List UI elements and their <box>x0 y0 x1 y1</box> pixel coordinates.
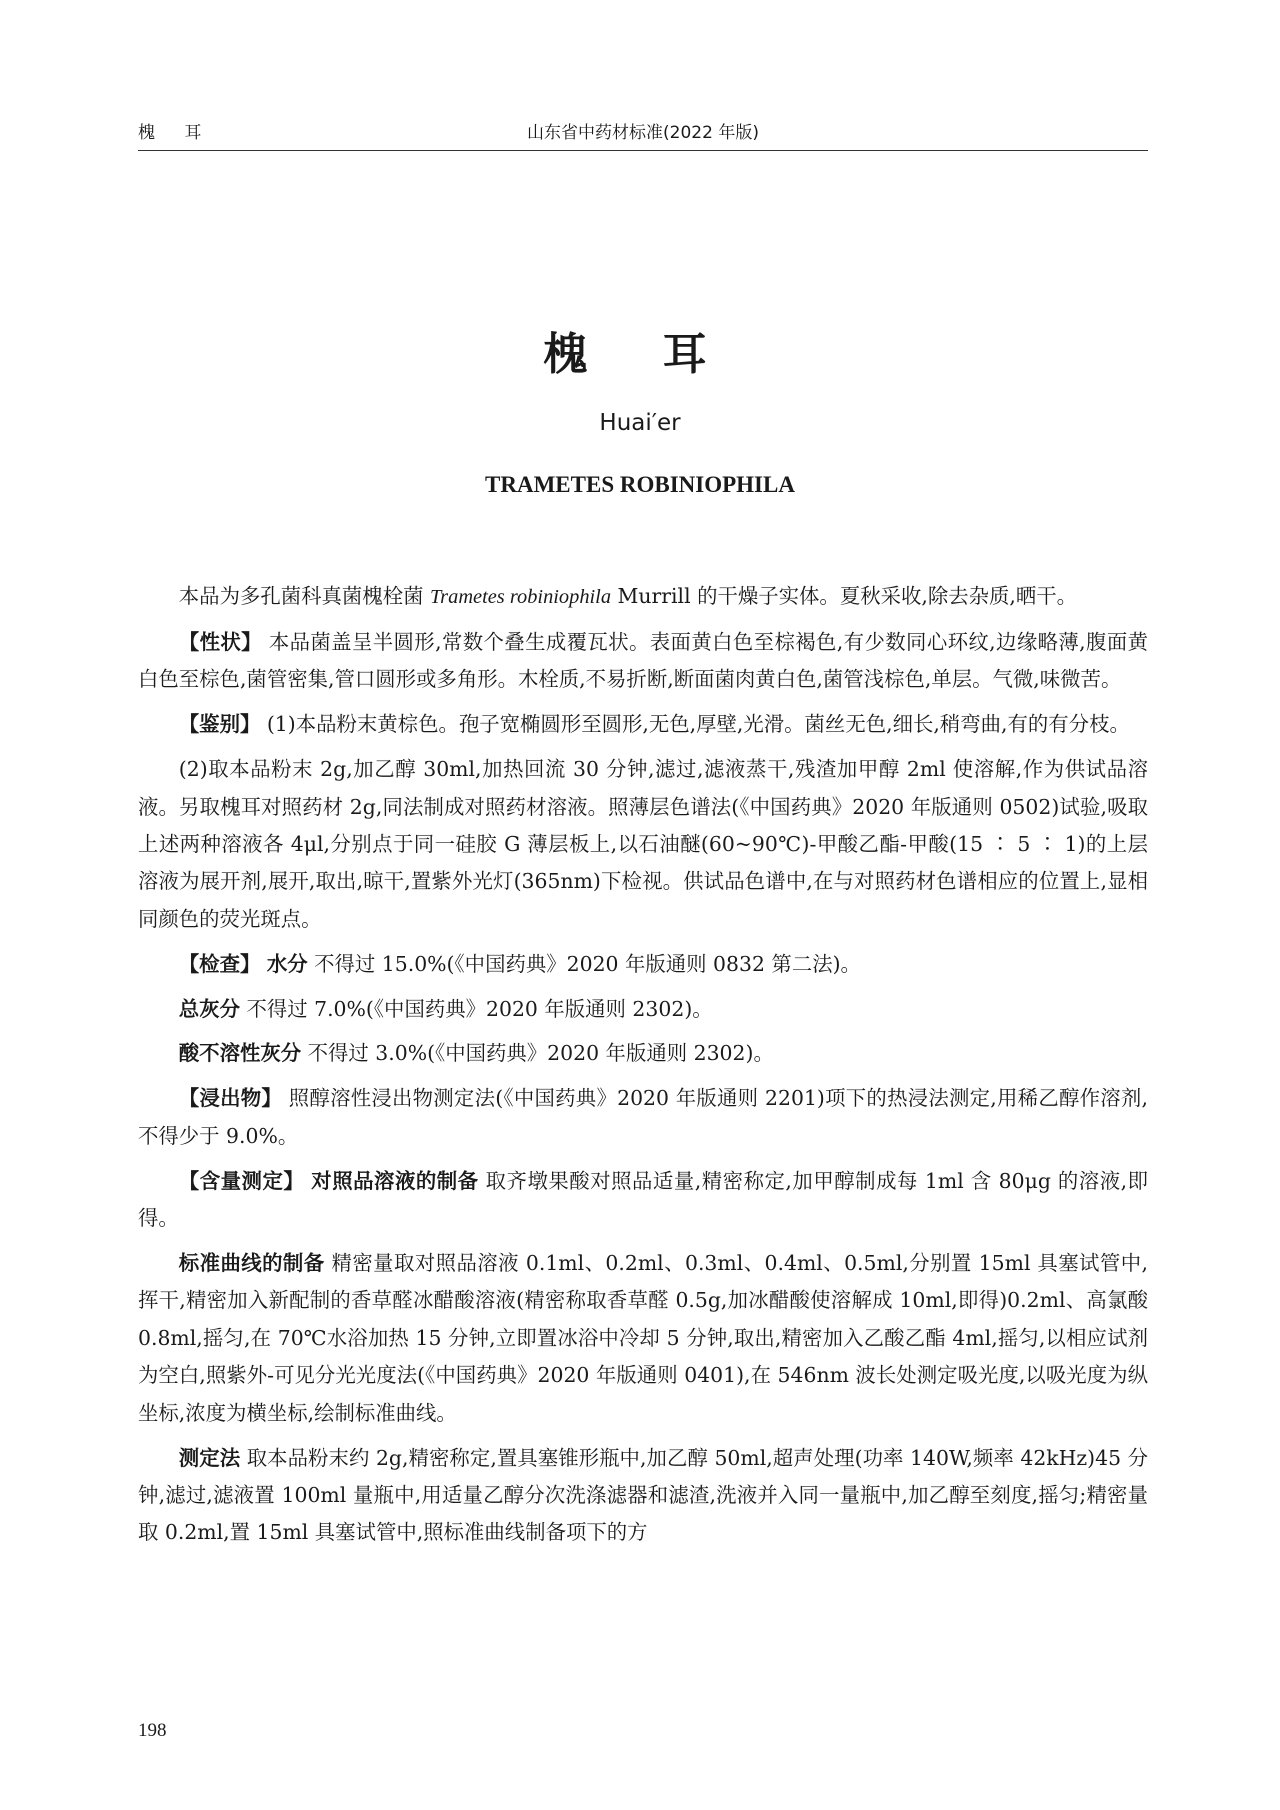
section-heading: 【性状】 <box>178 629 262 654</box>
section-text: 取本品粉末约 2g,精密称定,置具塞锥形瓶中,加乙醇 50ml,超声处理(功率 140W,频率 42kHz)45 分钟,滤过,滤液置 100ml 量瓶中,用适量乙醇分次洗涤滤器和滤渣,洗液并入同一量瓶中,加乙醇至刻度,摇匀;精密量取 0.2ml,置 15ml 具塞试管中,照标准曲线制备项下的方 <box>138 1445 1149 1545</box>
subsection-heading: 标准曲线的制备 <box>178 1251 325 1275</box>
subsection-heading: 总灰分 <box>178 996 240 1021</box>
section-text: 本品菌盖呈半圆形,常数个叠生成覆瓦状。表面黄白色至棕褐色,有少数同心环纹,边缘略薄,腹面黄白色至棕色,菌管密集,管口圆形或多角形。木栓质,不易折断,断面菌肉黄白色,菌管浅棕色,单层。气微,味微苦。 <box>138 629 1148 692</box>
section-heading: 【浸出物】 <box>178 1086 283 1111</box>
section-text: (1)本品粉末黄棕色。孢子宽椭圆形至圆形,无色,厚壁,光滑。菌丝无色,细长,稍弯曲,有的有分枝。 <box>266 712 1130 737</box>
species-name: Trametes robiniophila <box>429 586 612 608</box>
section-text: 取齐墩果酸对照品适量,精密称定,加甲醇制成每 1ml 含 80μg 的溶液,即得。 <box>138 1168 1149 1231</box>
section-jiancha <box>138 946 1148 983</box>
section-heading: 【鉴别】 <box>178 712 261 737</box>
page-number: 198 <box>138 1720 167 1741</box>
monograph-body <box>138 578 1148 1559</box>
latin-name: TRAMETES ROBINIOPHILA <box>485 472 795 497</box>
subsection-heading: 对照品溶液的制备 <box>311 1168 479 1193</box>
section-text: (2)取本品粉末 2g,加乙醇 30ml,加热回流 30 分钟,滤过,滤液蒸干,残渣加甲醇 2ml 使溶解,作为供试品溶液。另取槐耳对照药材 2g,同法制成对照药材溶液。照薄层色谱法(《中国药典》2020 年版通则 0502)试验,吸取上述两种溶液各 4μl,分别点于同一硅胶 G 薄层板上,以石油醚(60~90℃)-甲酸乙酯-甲酸(15 ∶ 5 ∶ 1)的上层溶液为展开剂,展开,取出,晾干,置紫外光灯(365nm)下检视。供试品色谱中,在与对照药材色谱相应的位置上,显相同颜色的荧光斑点。 <box>138 757 1148 931</box>
pinyin-name: Huai′er <box>599 410 681 436</box>
section-heading: 【检查】 <box>178 951 261 976</box>
section-xingzhuang <box>138 624 1148 699</box>
section-text: 不得过 3.0%(《中国药典》2020 年版通则 2302)。 <box>307 1041 774 1066</box>
section-text: 不得过 15.0%(《中国药典》2020 年版通则 0832 第二法)。 <box>314 951 861 976</box>
section-heading: 【含量测定】 <box>178 1168 305 1193</box>
jiancha-zonghuifen <box>138 991 1148 1028</box>
jianbie-item-2 <box>138 751 1148 938</box>
section-text: 精密量取对照品溶液 0.1ml、0.2ml、0.3ml、0.4ml、0.5ml,分别置 15ml 具塞试管中,挥干,精密加入新配制的香草醛冰醋酸溶液(精密称取香草醛 0.5g,加冰醋酸使溶解成 10ml,即得)0.2ml、高氯酸 0.8ml,摇匀,在 70℃水浴加热 15 分钟,立即置冰浴中冷却 5 分钟,取出,精密加入乙酸乙酯 4ml,摇匀,以相应试剂为空白,照紫外-可见分光光度法(《中国药典》2020 年版通则 0401),在 546nm 波长处测定吸光度,以吸光度为纵坐标,浓度为横坐标,绘制标准曲线。 <box>138 1251 1149 1425</box>
header-rule <box>138 150 1148 151</box>
section-hanliang <box>138 1163 1148 1238</box>
hanliang-biaozhun <box>138 1245 1148 1432</box>
running-head-left: 槐 耳 <box>138 123 214 143</box>
intro-text-2: Murrill 的干燥子实体。夏秋采收,除去杂质,晒干。 <box>611 584 1078 608</box>
intro-text-1: 本品为多孔菌科真菌槐栓菌 <box>178 584 430 608</box>
page-title: 槐 耳 <box>543 329 737 380</box>
section-jianbie <box>138 706 1148 743</box>
section-text: 照醇溶性浸出物测定法(《中国药典》2020 年版通则 2201)项下的热浸法测定,用稀乙醇作溶剂,不得少于 9.0%。 <box>138 1086 1149 1148</box>
section-text: 不得过 7.0%(《中国药典》2020 年版通则 2302)。 <box>246 996 713 1021</box>
running-head <box>138 112 1148 154</box>
running-head-title: 山东省中药材标准(2022 年版) <box>527 123 759 143</box>
subsection-heading: 酸不溶性灰分 <box>178 1041 302 1066</box>
hanliang-cedingfa <box>138 1440 1148 1552</box>
section-jinchu <box>138 1080 1148 1155</box>
subsection-heading: 测定法 <box>178 1445 241 1470</box>
intro-paragraph <box>138 578 1148 616</box>
subsection-heading: 水分 <box>266 951 308 976</box>
jiancha-suanbu <box>138 1035 1148 1072</box>
